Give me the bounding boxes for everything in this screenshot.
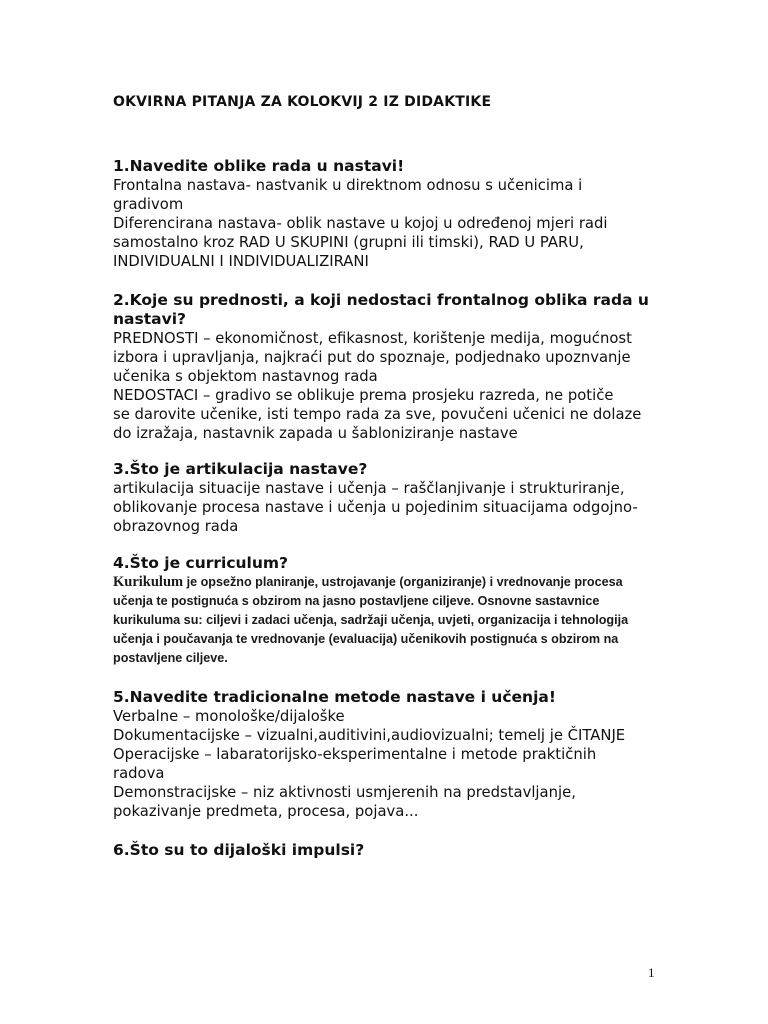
answer-line xyxy=(113,573,673,592)
document-title: OKVIRNA PITANJA ZA KOLOKVIJ 2 IZ DIDAKTIKE xyxy=(113,94,492,110)
answer-lead-term: Kurikulum xyxy=(113,574,184,590)
answer-line: gradivom xyxy=(113,196,184,213)
question-heading-2-line: nastavi? xyxy=(113,310,186,328)
answer-line: obrazovnog rada xyxy=(113,518,239,535)
question-section-5 xyxy=(113,688,673,821)
answer-line: postavljene ciljeve. xyxy=(113,651,228,665)
page-number: 1 xyxy=(648,965,655,980)
question-section-6 xyxy=(113,841,673,860)
question-heading-1: 1.Navedite oblike rada u nastavi! xyxy=(113,157,405,175)
answer-4 xyxy=(113,573,673,668)
answer-3 xyxy=(113,479,673,536)
answer-line: do izražaja, nastavnik zapada u šabloniziranje nastave xyxy=(113,425,518,442)
question-section-1 xyxy=(113,157,673,271)
answer-line: učenja i poučavanja te vrednovanje (evaluacija) učenikovih postignuća s obzirom na xyxy=(113,632,619,646)
answer-line: kurikuluma su: ciljevi i zadaci učenja, sadržaji učenja, uvjeti, organizacija i tehnologija xyxy=(113,613,629,627)
question-heading-4: 4.Što je curriculum? xyxy=(113,554,289,572)
question-section-4 xyxy=(113,554,673,668)
answer-5 xyxy=(113,707,673,821)
answer-line: INDIVIDUALNI I INDIVIDUALIZIRANI xyxy=(113,253,369,270)
question-section-3 xyxy=(113,460,673,536)
answer-line: PREDNOSTI – ekonomičnost, efikasnost, korištenje medija, mogućnost xyxy=(113,330,632,347)
answer-line: oblikovanje procesa nastave i učenja u pojedinim situacijama odgojno- xyxy=(113,499,638,516)
answer-line: Frontalna nastava- nastvanik u direktnom odnosu s učenicima i xyxy=(113,177,583,194)
answer-line: Dokumentacijske – vizualni,auditivini,audiovizualni; temelj je ČITANJE xyxy=(113,727,626,744)
answer-line: pokazivanje predmeta, procesa, pojava... xyxy=(113,803,419,820)
answer-line: NEDOSTACI – gradivo se oblikuje prema prosjeku razreda, ne potiče xyxy=(113,387,614,404)
answer-line-rest: je opsežno planiranje, ustrojavanje (organiziranje) i vrednovanje procesa xyxy=(183,575,623,589)
answer-line: se darovite učenike, isti tempo rada za sve, povučeni učenici ne dolaze xyxy=(113,406,642,423)
answer-line: Demonstracijske – niz aktivnosti usmjerenih na predstavljanje, xyxy=(113,784,576,801)
answer-line: učenja te postignuća s obzirom na jasno postavljene ciljeve. Osnovne sastavnice xyxy=(113,594,600,608)
question-heading-6: 6.Što su to dijaloški impulsi? xyxy=(113,841,365,859)
answer-line: Diferencirana nastava- oblik nastave u kojoj u određenoj mjeri radi xyxy=(113,215,608,232)
answer-line: artikulacija situacije nastave i učenja – raščlanjivanje i strukturiranje, xyxy=(113,480,625,497)
question-heading-2-line: 2.Koje su prednosti, a koji nedostaci frontalnog oblika rada u xyxy=(113,291,649,309)
question-section-2 xyxy=(113,291,673,443)
answer-line: Operacijske – labaratorijsko-eksperimentalne i metode praktičnih xyxy=(113,746,597,763)
answer-line: Verbalne – monološke/dijaloške xyxy=(113,708,345,725)
answer-line: izbora i upravljanja, najkraći put do spoznaje, podjednako upoznvanje xyxy=(113,349,631,366)
question-heading-3: 3.Što je artikulacija nastave? xyxy=(113,460,368,478)
answer-line: radova xyxy=(113,765,165,782)
question-heading-5: 5.Navedite tradicionalne metode nastave i učenja! xyxy=(113,688,556,706)
answer-line: učenika s objektom nastavnog rada xyxy=(113,368,378,385)
answer-2 xyxy=(113,329,673,443)
answer-1 xyxy=(113,176,673,271)
answer-line: samostalno kroz RAD U SKUPINI (grupni ili timski), RAD U PARU, xyxy=(113,234,584,251)
